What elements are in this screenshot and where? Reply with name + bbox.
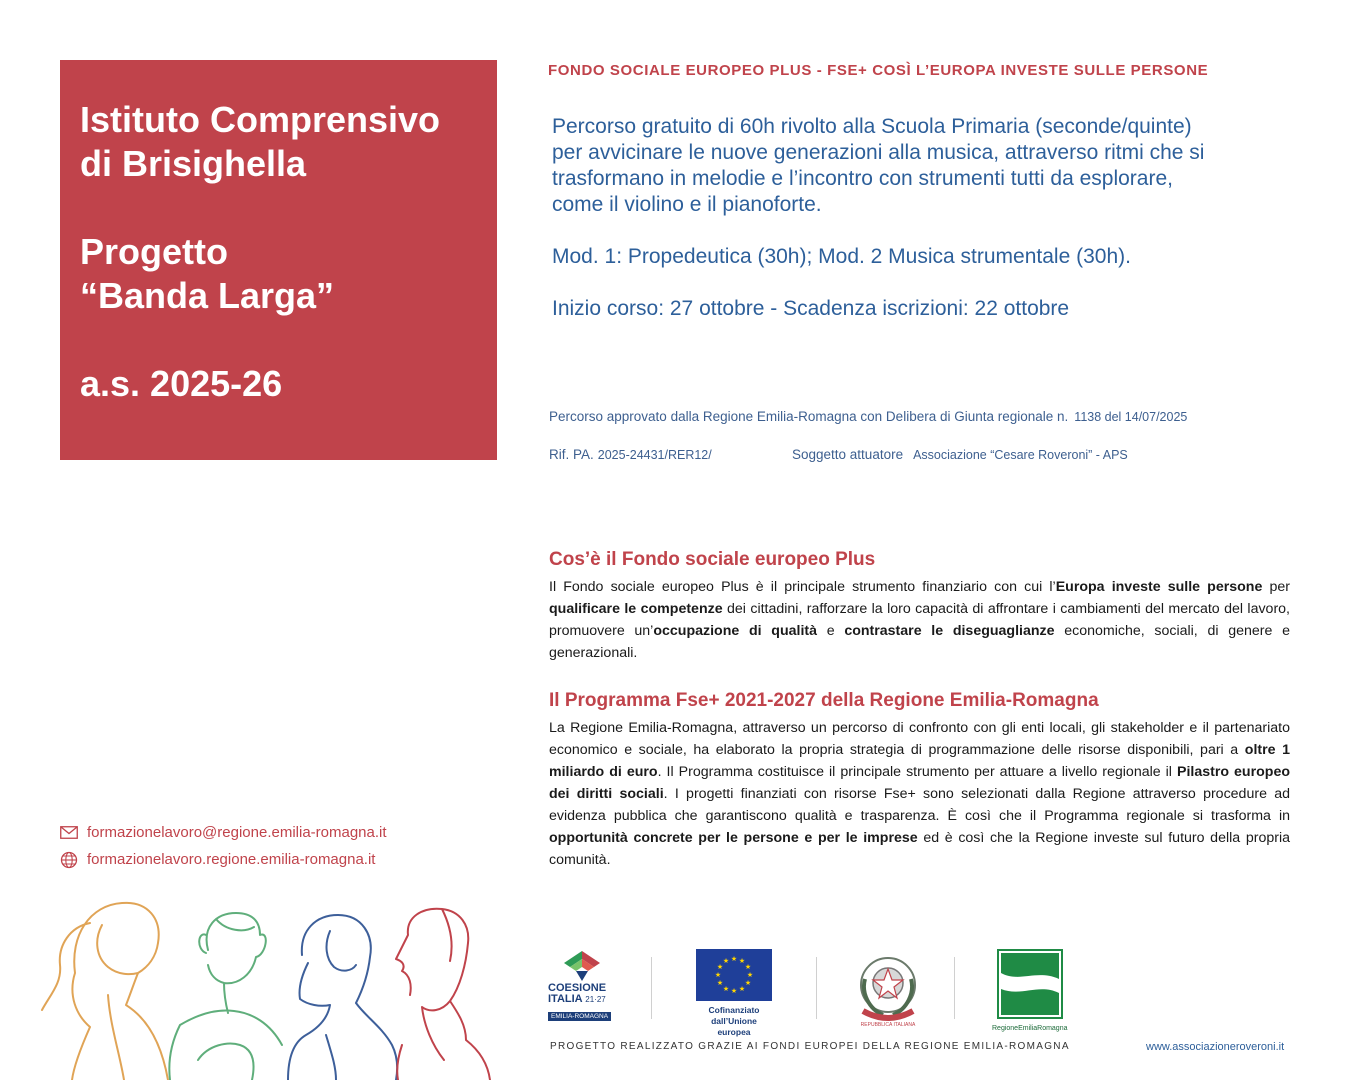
section-programma-body <box>549 717 1290 871</box>
intro-line-3: trasformano in melodie e l’incontro con strumenti tutti da esplorare, <box>552 167 1173 190</box>
coesione-line2-row <box>548 994 618 1005</box>
italian-republic-emblem <box>853 949 923 1028</box>
intro-line-2: per avvicinare le nuove generazioni alla musica, attraverso ritmi che si <box>552 141 1205 164</box>
school-name-line1: Istituto Comprensivo <box>80 99 441 140</box>
email-row[interactable] <box>60 819 387 846</box>
soggetto-attuatore <box>792 447 1128 462</box>
coesione-mark-icon <box>562 949 602 983</box>
svg-text:★: ★ <box>746 971 754 979</box>
bold-segment: occupazione di qualità <box>653 623 818 639</box>
eu-caption-line1: Cofinanziato <box>708 1005 760 1015</box>
globe-icon <box>60 851 78 869</box>
logo-divider <box>651 957 652 1019</box>
logo-divider <box>816 957 817 1019</box>
svg-text:★: ★ <box>722 957 730 965</box>
svg-text:★: ★ <box>744 963 752 971</box>
text-segment: ed è così che la Regione investe sul futuro della propria comunità. <box>549 830 1290 868</box>
coesione-years: 21·27 <box>585 995 606 1004</box>
coesione-line2: ITALIA <box>548 993 583 1005</box>
bold-segment: qualificare le competenze <box>549 601 723 617</box>
emblem-ribbon-text: REPUBBLICA ITALIANA <box>860 1022 916 1028</box>
bold-segment: contrastare le diseguaglianze <box>844 623 1055 639</box>
text-segment: economiche, sociali, di genere e generazionali. <box>549 623 1290 661</box>
rer-caption: RegioneEmiliaRomagna <box>992 1025 1068 1032</box>
section-programma <box>549 689 1290 871</box>
soggetto-label: Soggetto attuatore <box>792 447 904 462</box>
rif-value: 2025-24431/RER12/ <box>597 448 712 462</box>
logo-bar <box>540 945 1300 1035</box>
eu-cofinanced-logo <box>696 949 772 1038</box>
svg-text:★: ★ <box>716 979 724 987</box>
text-segment: e <box>817 623 845 639</box>
bold-segment: oltre 1 miliardo di euro <box>549 742 1291 780</box>
section-programma-heading: Il Programma Fse+ 2021-2027 della Regione Emilia-Romagna <box>549 690 1099 711</box>
svg-text:★: ★ <box>730 987 738 995</box>
course-description <box>552 114 1292 322</box>
fse-tagline <box>548 62 1290 79</box>
person-2-outline <box>169 913 282 1080</box>
school-year: a.s. 2025-26 <box>80 363 283 404</box>
svg-text:★: ★ <box>738 957 746 965</box>
text-segment: per <box>1262 579 1291 595</box>
email-link[interactable]: formazionelavoro@regione.emilia-romagna.it <box>87 824 387 841</box>
eu-flag-icon <box>696 949 772 1001</box>
text-segment: . Il Programma costituisce il principale strumento per attuare a livello regionale il <box>657 764 1177 780</box>
reference-line <box>549 447 1309 462</box>
logo-divider <box>954 957 955 1019</box>
bold-segment: Europa investe sulle persone <box>1055 579 1263 595</box>
project-name: “Banda Larga” <box>80 275 335 316</box>
project-label: Progetto <box>80 231 228 272</box>
regione-emilia-romagna-logo <box>992 949 1068 1032</box>
mail-icon <box>60 826 78 839</box>
text-segment: Il Fondo sociale europeo Plus è il principale strumento finanziario con cui l’ <box>549 579 1056 595</box>
section-fse-plus <box>549 548 1290 664</box>
svg-text:★: ★ <box>714 971 722 979</box>
modules-info: Mod. 1: Propedeutica (30h); Mod. 2 Musica strumentale (30h). <box>552 245 1131 268</box>
coesione-region: EMILIA-ROMAGNA <box>548 1012 611 1021</box>
person-1-outline <box>42 903 168 1080</box>
fse-tagline-prefix: FONDO SOCIALE EUROPEO PLUS - FSE+ <box>548 62 873 79</box>
intro-line-1: Percorso gratuito di 60h rivolto alla Scuola Primaria (seconde/quinte) <box>552 115 1192 138</box>
svg-text:★: ★ <box>722 985 730 993</box>
svg-text:★: ★ <box>730 955 738 963</box>
eu-caption-line2: dall’Unione europea <box>711 1016 757 1037</box>
rer-logo-icon <box>997 949 1063 1019</box>
text-segment: . I progetti finanziati con risorse Fse+ sono selezionati dalla Regione attraverso procedure ad evidenza pubblica che garantiscono qualità e trasparenza. È così che il Programma regionale si trasforma in <box>549 786 1290 824</box>
person-3-outline <box>288 915 397 1080</box>
approval-line <box>549 409 1309 424</box>
rif-label: Rif. PA. <box>549 447 594 462</box>
coesione-line1: COESIONE <box>548 982 607 994</box>
dates-info: Inizio corso: 27 ottobre - Scadenza iscrizioni: 22 ottobre <box>552 297 1070 320</box>
approval-value: 1138 del 14/07/2025 <box>1074 410 1188 424</box>
soggetto-value: Associazione “Cesare Roveroni” - APS <box>913 448 1128 462</box>
title-box <box>60 60 497 460</box>
website-link[interactable]: formazionelavoro.regione.emilia-romagna.it <box>87 851 376 868</box>
footer-website-link[interactable]: www.associazioneroveroni.it <box>1146 1041 1285 1053</box>
coesione-italia-logo <box>548 949 618 1023</box>
fse-tagline-emphasis: COSÌ L’EUROPA INVESTE SULLE PERSONE <box>872 62 1209 79</box>
section-fse-plus-body <box>549 576 1290 664</box>
bold-segment: opportunità concrete per le persone e per le imprese <box>549 830 918 846</box>
text-segment: dei cittadini, rafforzare la loro capacità di affrontare i cambiamenti del mercato del lavoro, promuovere un’ <box>549 601 1291 639</box>
people-illustration <box>30 895 500 1080</box>
person-4-outline <box>396 909 490 1080</box>
bold-segment: Pilastro europeo dei diritti sociali <box>549 764 1291 802</box>
section-fse-plus-heading: Cos’è il Fondo sociale europeo Plus <box>549 549 876 570</box>
intro-line-4: come il violino e il pianoforte. <box>552 193 822 216</box>
svg-text:★: ★ <box>738 985 746 993</box>
approval-label: Percorso approvato dalla Regione Emilia-Romagna con Delibera di Giunta regionale n. <box>549 409 1069 424</box>
svg-text:★: ★ <box>744 979 752 987</box>
emblem-icon <box>853 949 923 1027</box>
footer-note: PROGETTO REALIZZATO GRAZIE AI FONDI EUROPEI DELLA REGIONE EMILIA-ROMAGNA <box>550 1041 1070 1052</box>
school-name-line2: di Brisighella <box>80 143 307 184</box>
website-row[interactable] <box>60 846 387 873</box>
text-segment: La Regione Emilia-Romagna, attraverso un percorso di confronto con gli enti locali, gli stakeholder e il partenariato economico e sociale, ha elaborato la propria strategia di programmazione delle risorse disponibili, pari a <box>549 720 1290 758</box>
contacts <box>60 819 387 873</box>
svg-text:★: ★ <box>716 963 724 971</box>
